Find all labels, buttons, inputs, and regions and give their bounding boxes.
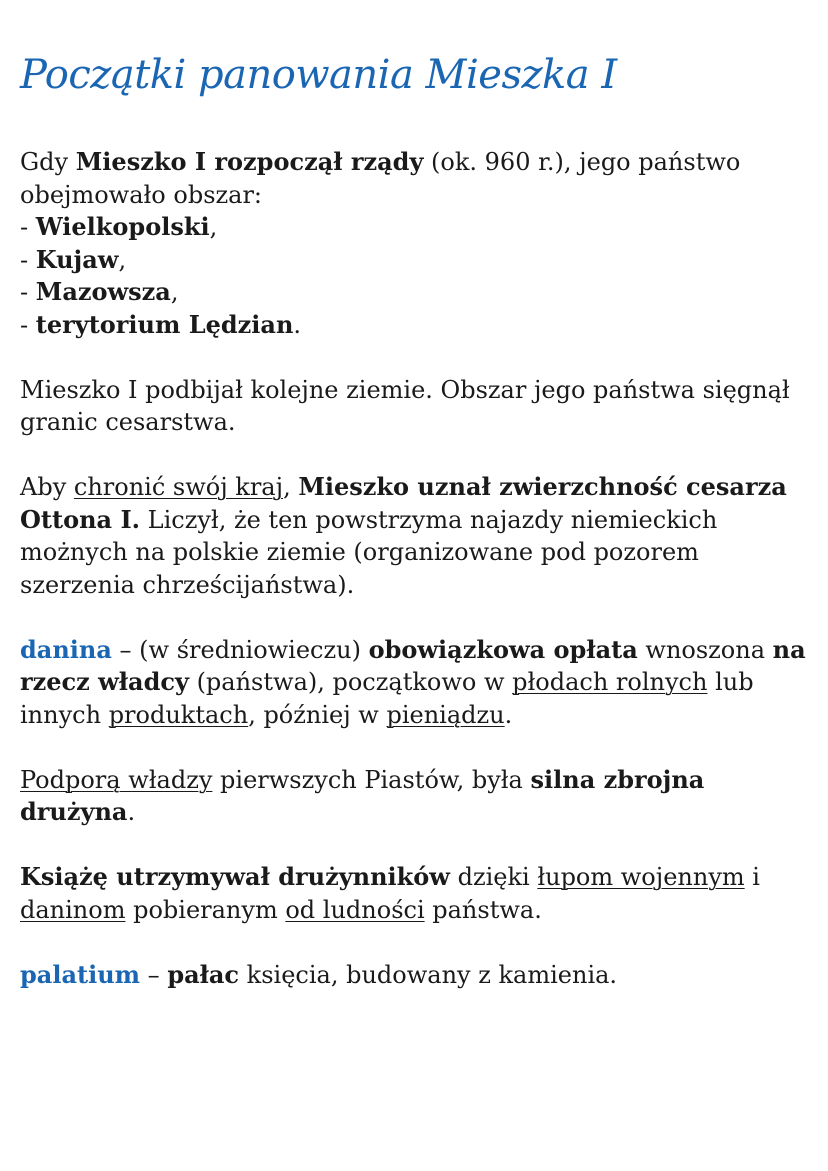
text: pobieranym [125, 895, 286, 924]
underlined-text: pieniądzu [386, 700, 505, 729]
emphasis: Mieszko uznał zwierzchność cesarza Ottona I. [20, 472, 787, 534]
underlined-text: daninom [20, 895, 126, 924]
paragraph-emperor [20, 471, 810, 601]
underlined-text: chronić swój kraj [73, 473, 284, 501]
list-item: - Kujaw, [20, 244, 127, 274]
emphasis: silna zbrojna drużyna [20, 764, 705, 826]
text: lub innych [20, 668, 754, 729]
text: . [504, 700, 513, 729]
paragraph-territory [20, 146, 810, 341]
emphasis: Mieszko I rozpoczął rządy [75, 147, 424, 176]
text: wnoszona [637, 635, 773, 664]
term-label: danina [20, 634, 112, 664]
text: Aby [20, 473, 74, 501]
underlined-text: łupom wojennym [537, 863, 745, 891]
text: , [283, 473, 299, 501]
underlined-text: od ludności [285, 895, 425, 924]
emphasis: na rzecz władcy [20, 634, 806, 696]
underlined-text: Podporą władzy [20, 765, 213, 794]
text: – (w średniowieczu) [111, 635, 369, 664]
emphasis: pałac [167, 959, 240, 989]
text: państwa. [424, 895, 542, 924]
emphasis: Książę utrzymywał drużynników [20, 862, 450, 891]
emphasis: obowiązkowa opłata [368, 634, 638, 664]
list-item: - Mazowsza, [20, 277, 179, 306]
text: i [744, 863, 760, 891]
text: Liczył, że ten powstrzyma najazdy niemieckich możnych na polskie ziemie (organizowane pod pozorem szerzenia chrześcijaństwa). [20, 505, 718, 599]
list-item: - Wielkopolski, [20, 212, 218, 241]
paragraph-conquests: Mieszko I podbijał kolejne ziemie. Obszar jego państwa sięgnął granic cesarstwa. [20, 375, 790, 436]
text: , później w [248, 700, 387, 729]
text: (ok. 960 r.), jego państwo obejmowało obszar: [20, 148, 741, 209]
page-title: Początki panowania Mieszka I [20, 52, 617, 98]
paragraph-druzynnicy [20, 861, 810, 926]
text: – [140, 960, 168, 989]
text: (państwa), początkowo w [188, 668, 513, 696]
term-label: palatium [20, 959, 141, 989]
underlined-text: produktach [108, 700, 249, 729]
list-item: - terytorium Lędzian. [20, 309, 302, 339]
document-body [20, 146, 810, 1024]
text: księcia, budowany z kamienia. [239, 960, 618, 989]
text: dzięki [449, 863, 538, 891]
text: . [127, 798, 136, 826]
paragraph-druzyna [20, 764, 810, 829]
text: pierwszych Piastów, była [212, 765, 531, 794]
definition-danina [20, 634, 810, 732]
definition-palatium [20, 959, 810, 992]
text: Gdy [20, 148, 76, 176]
underlined-text: płodach rolnych [512, 668, 708, 696]
